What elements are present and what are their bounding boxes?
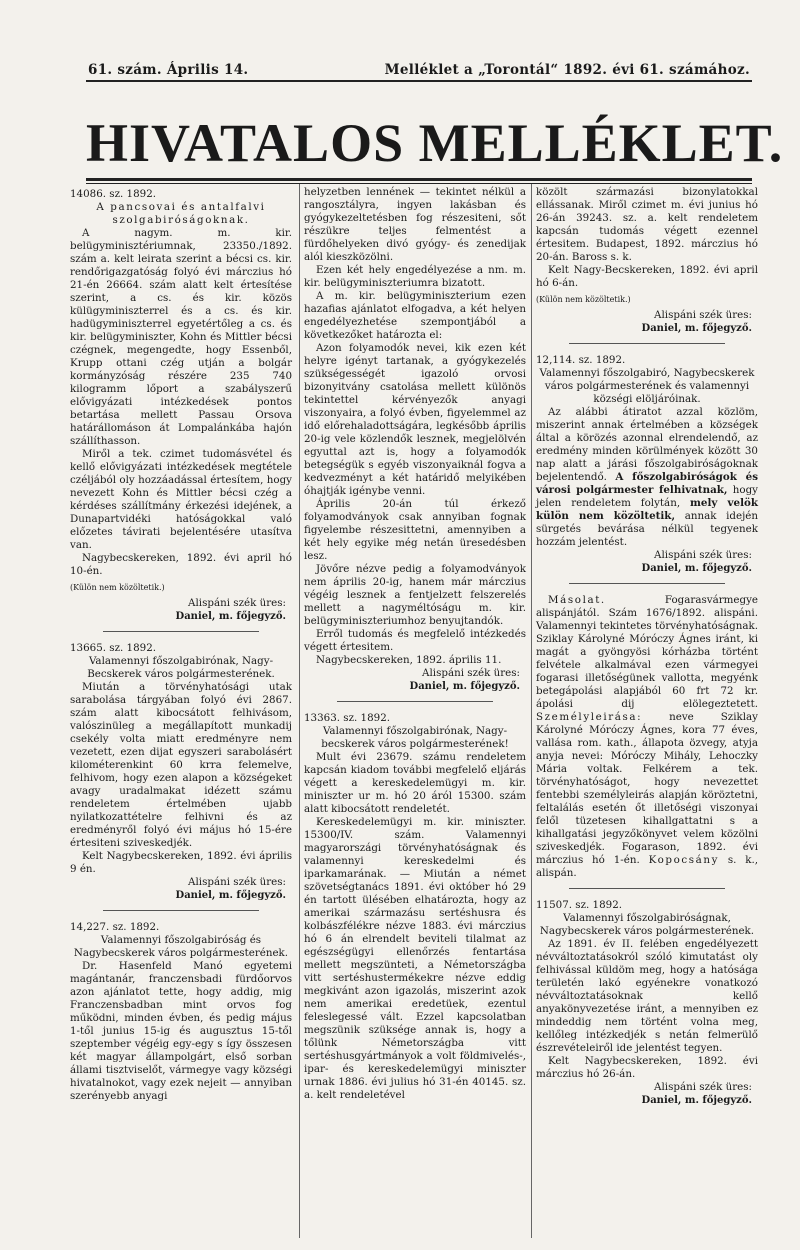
title-rule-thin: [86, 183, 752, 184]
office-line: Alispáni szék üres:: [188, 597, 286, 609]
article-body: Dr. Hasenfeld Manó egyetemi magántanár, franczensbadi fürdőorvos azon ajánlatot tette, hogy addig, mig Franczensbadban mint orvos fog működni, minden évben, és pedig május 1-től junius 15-ig és augusztus 15-től szeptember végéig egy-egy s így összesen két magyar állampolgárt, első sorban állami tisztviselőt, vármegye vagy községi hivatalnokot, vagy ezek nejeit — annyiban szerényebb anyagi: [70, 960, 292, 1102]
column-2: [304, 186, 526, 1108]
article-number: 14,227. sz. 1892.: [70, 921, 160, 933]
separator: [569, 888, 724, 889]
article-date: Kelt Nagybecskereken, 1892. évi márczius hó 26-án.: [536, 1055, 758, 1080]
article: [304, 186, 526, 693]
article-body: A m. kir. belügyminiszterium ezen hazafias ajánlatot elfogadva, a két helyen engedélyezhetése szempontjából a következőket határozta el:: [304, 290, 526, 341]
distribution-note: (Külön nem közöltetik.): [536, 295, 631, 304]
article-number: 14086. sz. 1892.: [70, 188, 157, 200]
article-body: Az 1891. év II. felében engedélyezett névváltoztatásokról szóló kimutatást oly felhivással küldöm meg, hogy a hatósága területén lakó egyénekre vonatkozó névváltoztatásoknak kellő anyakönyvezetése iránt, a mennyiben ez mindeddig nem történt volna meg, kellőleg intézkedjék s netán felmerülő észrevételeiről ide jelentést tegyen.: [536, 938, 758, 1054]
article-body: Jövőre nézve pedig a folyamodványok nem április 20-ig, hanem már márczius végéig lesznek a fentjelzett felszerelés mellett a nagyméltóságu m. kir. belügyminiszteriumhoz benyujtandók.: [304, 563, 526, 627]
article-body: Április 20-án túl érkező folyamodványok csak annyiban fognak figyelembe részesittetni, amennyiben a két hely egyike még netán üresedésben lesz.: [304, 498, 526, 562]
office-line: Alispáni szék üres:: [188, 876, 286, 888]
article-date: Nagybecskereken, 1892. április 11.: [316, 654, 502, 666]
article: [70, 921, 292, 1103]
article-body: Másolat. Fogarasvármegye alispánjától. Szám 1676/1892. alispáni. Valamennyi tekintetes törvényhatóságnak. Sziklay Károlyné Móróczy Ágnes iránt, ki magát a gyöngyösi kórházba történt felvétele alkalmával ezen vármegyei fogarasi illetőségünek vallotta, megyénk betegápolási alapjából 60 frt 72 kr. ápolási dij elölegeztetett. Személyleirása: neve Sziklay Károlyné Móróczy Ágnes, kora 77 éves, vallása rom. kath., állapota özvegy, atyja anyja nevei: Móróczy Mihály, Lehoczky Mária voltak. Felkérem a tek. törvényhatóságot, hogy nevezettet fentebbi személyleirás alapján köröztetni, feltalálás esetén őt illetőségi viszonyai felől tüzetesen kihallgattatni s a kihallgatási jegyzőkönyvet velem közölni sziveskedjék. Fogarason, 1892. évi márczius hó 1-én. Kopocsány s. k., alispán.: [536, 594, 759, 879]
article-date: Kelt Nagybecskereken, 1892. évi április 9 én.: [70, 850, 292, 875]
article-body: Azon folyamodók nevei, kik ezen két helyre igényt tartanak, a gyógykezelés szükségességét igazoló orvosi bizonyitvány csatolása mellett különös tekintettel kérvényezők anyagi viszonyaira, a folyó évben, figyelemmel az idő előrehaladottságára, legkésőbb április 20-ig vele közlendők lesznek, megjelölvén egyuttal azt is, hogy a folyamodók betegségük s egyéb viszonyaiknál fogva a kedvezményt a két határidő melyikében óhajtják igénybe venni.: [304, 342, 526, 497]
page-title: HIVATALOS MELLÉKLET.: [86, 113, 784, 173]
article: [536, 899, 758, 1107]
office-line: Alispáni szék üres:: [654, 1081, 752, 1093]
distribution-note: (Külön nem közöltetik.): [70, 583, 165, 592]
column-1: [70, 186, 292, 1109]
article: [536, 186, 758, 335]
article-heading: Valamennyi főszolgabiróságnak, Nagybecskerek város polgármesterének.: [539, 912, 755, 937]
column-divider: [299, 184, 300, 1238]
article-body: Az alábbi átiratot azzal közlöm, miszerint annak értelmében a községek által a körözés azonnal elrendelendő, az eredmény minden körülmények között 30 nap alatt a járási főszolgabiróságoknak bejelentendő. A főszolgabiróságok és városi polgármester felhivatnak, hogy jelen rendeletem folytán, mely velök külön nem közöltetik, annak idején sürgetés bevárása nélkül tegyenek hozzám jelentést.: [536, 406, 758, 548]
article-body: Miről a tek. czimet tudomásvétel és kellő elővigyázati intézkedések megtétele czéljából oly hozzáadással értesítem, hogy nevezett Kohn és Mittler bécsi czég a kérdéses szállítmány érkezési idejének, a Dunapartvidéki hatóságokkal való előzetes távirati bejelentésére utasítva van.: [70, 448, 292, 551]
article-body: helyzetben lennének — tekintet nélkül a rangosztályra, ingyen lakásban és gyógykezeltetésben fog részesiteni, sőt részükre teljes felmentést a fürdőhelyeken divó gyógy- és zenedijak alól kieszközölni.: [304, 186, 526, 263]
issue-info: 61. szám. Április 14.: [88, 62, 249, 78]
signature: Daniel, m. főjegyző.: [641, 1095, 752, 1106]
article-number: 11507. sz. 1892.: [536, 899, 623, 911]
separator: [103, 631, 258, 632]
separator: [569, 343, 724, 344]
article-heading: Valamennyi főszolgabiróság és Nagybecskerek város polgármesterének.: [73, 934, 289, 959]
office-line: Alispáni szék üres:: [654, 309, 752, 321]
article-heading: Valamennyi főszolgabiró, Nagybecskerek város polgármesterének és valamennyi községi elöljáróinak.: [539, 367, 755, 405]
article-body: közölt származási bizonylatokkal ellássanak. Miről czimet m. évi junius hó 26-án 39243. sz. a. kelt rendeletem kapcsán tudomás végett ezennel értesitem. Budapest, 1892. márczius hó 20-án. Baross s. k.: [536, 186, 758, 263]
signature: Daniel, m. főjegyző.: [175, 890, 286, 901]
signature: Daniel, m. főjegyző.: [641, 323, 752, 334]
article: [536, 594, 758, 880]
title-rule-thick: [86, 178, 752, 181]
signature: Daniel, m. főjegyző.: [175, 611, 286, 622]
article: [304, 712, 526, 1102]
article-number: 13363. sz. 1892.: [304, 712, 391, 724]
article-heading: Valamennyi főszolgabirónak, Nagy-becskerek város polgármesterének!: [321, 725, 509, 750]
article-number: 13665. sz. 1892.: [70, 642, 157, 654]
article-body: A nagym. m. kir. belügyminisztériumnak, 23350./1892. szám a. kelt leirata szerint a bécsi cs. kir. rendőrigazgatóság folyó évi márczius hó 21-én 26664. szám alatt kelt értesítése szerint, a cs. és kir. közös külügyminiszterrel és a cs. és kir. hadügyminiszterrel egyetértőleg a cs. és kir. belügyminiszter, Kohn és Mittler bécsi czégnek, megengedte, hogy Essenből, Krupp ottani czég utján a bolgár kormányzóság részére 235 740 kilogramm lőport a szabályszerű elővigyázati intézkedések pontos betartása mellett Passau Orsova határállomáson át Lompalánkába hajón szállíthasson.: [70, 227, 292, 447]
article-body: Miután a törvényhatósági utak sarabolása tárgyában folyó évi 2867. szám alatt kibocsátott felhivásom, valószinüleg a megállapított munkadij csekély volta miatt eredményre nem vezetett, ezen dijat egyszeri sarabolásért kilométerenkint 60 krra felemelve, felhivom, hogy ezen alapon a községeket avagy uradalmakat idézett számu rendeletem értelmében ujabb nyilatkozattételre felhivni és az eredményről folyó évi május hó 15-ére értesiteni sziveskedjék.: [70, 681, 292, 849]
separator: [103, 910, 258, 911]
signature: Daniel, m. főjegyző.: [409, 681, 520, 692]
article-heading: Valamennyi főszolgabirónak, Nagy-Becskerek város polgármesterének.: [87, 655, 275, 680]
signature: Daniel, m. főjegyző.: [641, 563, 752, 574]
article: [70, 642, 292, 902]
column-divider: [531, 184, 532, 1238]
article: [536, 354, 758, 575]
article-body: Mult évi 23679. számu rendeletem kapcsán kiadom további megfelelő eljárás végett a kereskedelemügyi m. kir. miniszter ur m. hó 20 áról 15300. szám alatt kibocsátott rendeletét.: [304, 751, 526, 815]
article-date: Nagybecskereken, 1892. évi april hó 10-én.: [70, 552, 292, 577]
separator: [337, 701, 492, 702]
article-body: Ezen két hely engedélyezése a nm. m. kir. belügyminiszteriumra bizatott.: [304, 264, 526, 289]
article-number: 12,114. sz. 1892.: [536, 354, 626, 366]
office-line: Alispáni szék üres:: [654, 549, 752, 561]
separator: [569, 583, 724, 584]
article-heading: A pancsovai és antalfalvi szolgabiróságoknak.: [96, 201, 266, 226]
column-3: [536, 186, 758, 1113]
header-rule: [86, 80, 752, 82]
article: [70, 188, 292, 623]
article-date: Kelt Nagy-Becskereken, 1892. évi april hó 6-án.: [536, 264, 758, 289]
office-line: Alispáni szék üres:: [422, 667, 520, 679]
article-body: Erről tudomás és megfelelő intézkedés végett értesitem.: [304, 628, 526, 653]
article-body: Kereskedelemügyi m. kir. miniszter. 15300/IV. szám. Valamennyi magyarországi törvényhatóságnak és valamennyi kereskedelmi és iparkamarának. — Miután a német szövetségtanács 1891. évi október hó 29 én tartott ülésében elhatározta, hogy az amerikai származásu sertéshusra és kolbászfélékre nézve 1883. évi márczius hó 6 án elrendelt beviteli tilalmat az egészségügyi ellenőrzés fentartása mellett megszünteti, a Németországba vitt sertéshustermékekre nézve eddig megkivánt azon igazolás, miszerint azok nem amerikai eredetüek, ezentul feleslegessé vált. Ezzel kapcsolatban megszünik szüksége annak is, hogy a tőlünk Németországba vitt sertéshusgyártmányok a volt földmivelés-, ipar- és kereskedelemügyi miniszter urnak 1886. évi julius hó 31-én 40145. sz. a. kelt rendeletével: [304, 816, 526, 1101]
supplement-info: Melléklet a „Torontál“ 1892. évi 61. számához.: [384, 62, 750, 78]
